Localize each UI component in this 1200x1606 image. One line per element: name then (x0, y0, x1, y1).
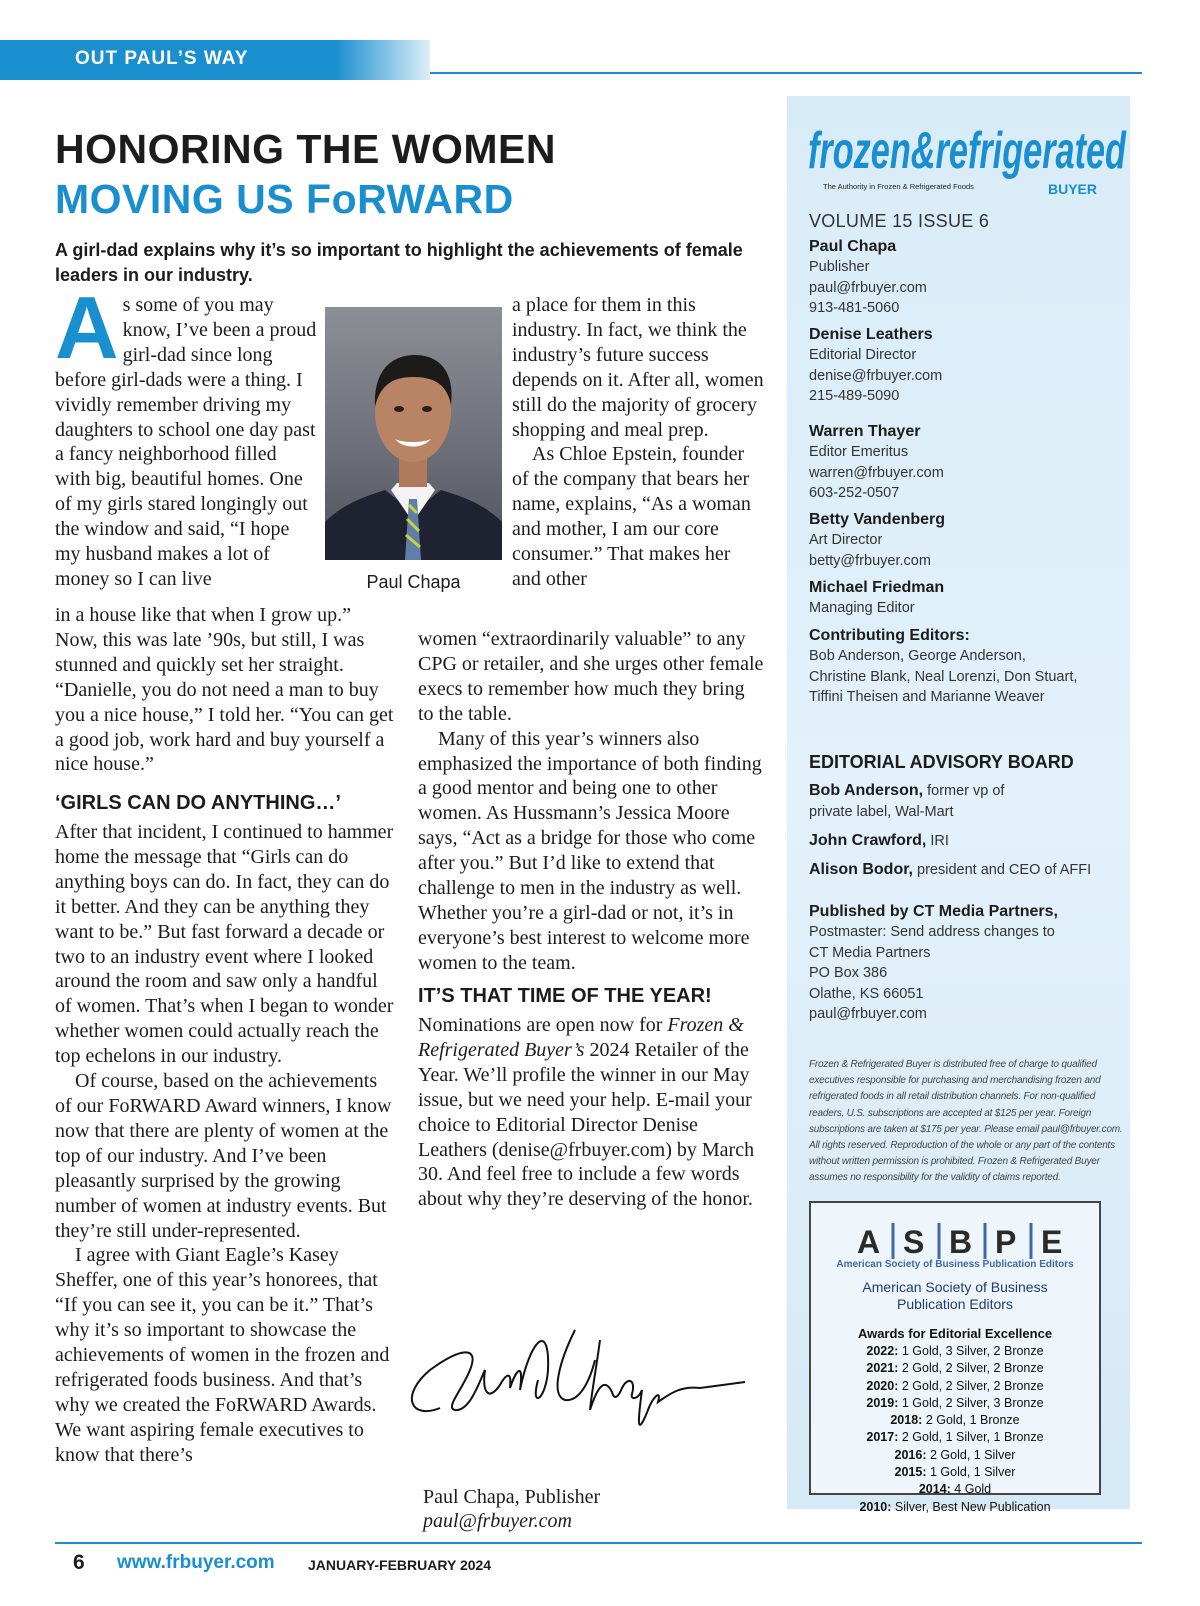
staff-entry (809, 324, 942, 407)
paragraph: Nominations are open now for Frozen & Refrigerated Buyer’s 2024 Retailer of the Year. We’ll profile the winner in our May issue, but we need your help. E-mail your choice to Editorial Director Denise Leathers (denise@frbuyer.com) by March 30. And feel free to include a few words about why they’re deserving of the honor. (418, 1014, 755, 1211)
header-rule (430, 72, 1142, 74)
staff-detail[interactable]: betty@frbuyer.com (809, 552, 931, 569)
author-photo (325, 307, 502, 560)
publisher-detail[interactable]: paul@frbuyer.com (809, 1006, 927, 1022)
asbpe-letter: B (949, 1224, 973, 1260)
headline-line-2: MOVING US FoRWARD (55, 176, 514, 222)
award-row: 2020: 2 Gold, 2 Silver, 2 Bronze (866, 1378, 1044, 1393)
awards-title: Awards for Editorial Excellence (857, 1326, 1053, 1341)
issue-date: JANUARY-FEBRUARY 2024 (308, 1557, 492, 1573)
asbpe-letter: P (995, 1224, 1017, 1260)
staff-detail: 603-252-0507 (809, 485, 900, 501)
photo-caption: Paul Chapa (366, 572, 461, 592)
staff-entry (809, 236, 927, 319)
publisher-detail: CT Media Partners (809, 944, 931, 961)
paragraph: women “extraordinarily valuable” to any CPG or retailer, and she urges other female execs to remember how much they bring to the table. (418, 628, 764, 725)
paragraph: I agree with Giant Eagle’s Kasey Sheffer, one of this year’s honorees, that “If you can see it, you can be it.” That’s why it’s so important to showcase the achievements of women in the frozen and refrigerated foods business. And that’s why we created the FoRWARD Awards. We want aspiring female executives to know that there’s (55, 1244, 390, 1466)
award-row: 2018: 2 Gold, 1 Bronze (890, 1413, 1020, 1428)
staff-detail: 215-489-5090 (809, 388, 900, 404)
award-row: 2014: 4 Gold (918, 1482, 992, 1497)
board-member (809, 780, 1004, 823)
board-member-title: private label, Wal-Mart (809, 804, 954, 820)
column-2-top (512, 293, 764, 592)
award-row: 2021: 2 Gold, 2 Silver, 2 Bronze (866, 1361, 1044, 1376)
staff-detail: Editorial Director (809, 347, 917, 363)
section-band (0, 40, 430, 80)
board-member (809, 830, 949, 852)
staff-name: Denise Leathers (809, 326, 933, 343)
staff-detail: Christine Blank, Neal Lorenzi, Don Stuart, (809, 668, 1078, 685)
award-row: 2015: 1 Gold, 1 Silver (894, 1465, 1016, 1480)
asbpe-name: American Society of Business Publication Editors (862, 1279, 1048, 1312)
column-1-lead (55, 278, 317, 592)
asbpe-logo-subtitle: American Society of Business Publication Editors (836, 1259, 1074, 1270)
award-row: 2016: 2 Gold, 1 Silver (894, 1447, 1016, 1462)
board-member-title: IRI (926, 833, 949, 849)
staff-detail[interactable]: paul@frbuyer.com (809, 279, 927, 296)
paragraph: Of course, based on the achievements of our FoRWARD Award winners, I know now that there are plenty of women at the top of our industry. And I’ve been pleasantly surprised by the growing number of women at industry events. But they’re still under-represented. (55, 1070, 392, 1242)
board-member-title: president and CEO of AFFI (913, 862, 1092, 878)
staff-detail[interactable]: warren@frbuyer.com (809, 464, 944, 481)
publisher-name: Published by CT Media Partners, (809, 903, 1058, 920)
column-2-section-2 (418, 1013, 764, 1212)
legal-notice: Frozen & Refrigerated Buyer is distributed free of charge to qualified executives responsible for purchasing and merchandising frozen and refrigerated foods in all retail distribution channels. For non-qualified readers, U.S. subscriptions are accepted at $125 per year. Foreign subscriptions are taken at $175 per year. Please email paul@frbuyer.com. All rights reserved. Reproduction of the whole or any part of the contents without written permission is prohibited. Frozen & Refrigerated Buyer assumes no responsibility for the validity of claims reported. (809, 1059, 1123, 1184)
staff-detail: Managing Editor (809, 600, 915, 616)
staff-name: Warren Thayer (809, 423, 921, 440)
subhead-girls-can-do-anything: ‘GIRLS CAN DO ANYTHING…’ (55, 792, 341, 814)
volume-issue: VOLUME 15 ISSUE 6 (809, 211, 990, 231)
asbpe-letter: E (1041, 1224, 1063, 1260)
asbpe-logo (843, 1221, 1073, 1261)
headline-line-1: HONORING THE WOMEN (55, 126, 556, 172)
staff-entry (809, 509, 945, 571)
staff-entry (809, 577, 944, 619)
staff-detail: Editor Emeritus (809, 444, 909, 460)
lead-paragraph: s some of you may know, I’ve been a proud girl-dad since long before girl-dads were a thing. I vividly remember driving my daughters to school one day past a fancy neighborhood filled with big, beautiful homes. One of my girls stared longingly out the window and said, “I hope my husband makes a lot of money so I can live (55, 294, 317, 590)
paragraph: After that incident, I continued to hammer home the message that “Girls can do anything boys can do. In fact, they can do it better. And they can be anything they want to be.” But fast forward a decade or two to an industry event where I looked around the room and saw only a handful of women. That’s when I began to wonder whether women could actually reach the top echelons in our industry. (55, 821, 394, 1068)
board-member-name: John Crawford, (809, 832, 927, 849)
column-1-section-2 (55, 820, 397, 1468)
footer-rule (55, 1542, 1142, 1544)
paragraph: As Chloe Epstein, founder of the company that bears her name, explains, “As a woman and mother, I am our core consumer.” That makes her and other (512, 443, 751, 590)
staff-detail[interactable]: denise@frbuyer.com (809, 367, 943, 384)
svg-text:BUYER: BUYER (1048, 181, 1098, 197)
svg-text:The Authority in Frozen & Refr: The Authority in Frozen & Refrigerated Foods (823, 182, 974, 191)
footer-url[interactable]: www.frbuyer.com (117, 1552, 275, 1573)
awards-list (811, 1343, 1099, 1516)
signoff-name: Paul Chapa, Publisher (423, 1486, 601, 1508)
column-1-continued (55, 603, 397, 777)
publisher-detail: PO Box 386 (809, 965, 888, 981)
signoff-email[interactable]: paul@frbuyer.com (423, 1510, 572, 1532)
publisher-block (809, 901, 1058, 1025)
award-row: 2010: Silver, Best New Publication (859, 1499, 1051, 1514)
staff-name: Betty Vandenberg (809, 511, 946, 528)
staff-name: Michael Friedman (809, 579, 945, 596)
board-member-title: former vp of (923, 783, 1005, 799)
staff-detail: Bob Anderson, George Anderson, (809, 648, 1026, 664)
staff-entry (809, 421, 944, 504)
staff-detail: 913-481-5060 (809, 300, 900, 316)
board-member-name: Alison Bodor, (809, 861, 913, 878)
asbpe-letter: S (903, 1224, 925, 1260)
staff-name: Paul Chapa (809, 238, 897, 255)
publisher-detail: Postmaster: Send address changes to (809, 924, 1055, 940)
article-headline (55, 124, 556, 224)
award-row: 2022: 1 Gold, 3 Silver, 2 Bronze (866, 1344, 1044, 1358)
column-2-continued (418, 627, 764, 976)
award-row: 2017: 2 Gold, 1 Silver, 1 Bronze (866, 1430, 1044, 1445)
staff-name: Contributing Editors: (809, 627, 970, 644)
paragraph: a place for them in this industry. In fact, we think the industry’s future success depends on it. After all, women still do the majority of grocery shopping and meal prep. (512, 294, 764, 441)
subhead-time-of-year: IT’S THAT TIME OF THE YEAR! (418, 985, 712, 1007)
svg-text:frozen&refrigerated: frozen&refrigerated (808, 122, 1127, 180)
signature-image (400, 1300, 760, 1445)
article-deck: A girl-dad explains why it’s so important to highlight the achievements of female leaders in our industry. (55, 240, 743, 285)
page-number: 6 (73, 1551, 85, 1574)
board-member-name: Bob Anderson, (809, 782, 924, 799)
paragraph: in a house like that when I grow up.” Now, this was late ’90s, but still, I was stunned and quickly set her straight. “Danielle, you do not need a man to buy you a nice house,” I told her. “You can get a good job, work hard and buy yourself a nice house.” (55, 604, 394, 776)
editorial-board-heading: EDITORIAL ADVISORY BOARD (809, 752, 1074, 772)
staff-detail: Publisher (809, 259, 870, 275)
award-row: 2019: 1 Gold, 2 Silver, 3 Bronze (866, 1395, 1044, 1410)
asbpe-awards-box (809, 1201, 1101, 1514)
paragraph: Many of this year’s winners also emphasized the importance of both finding a good mentor and being one to other women. As Hussmann’s Jessica Moore says, “Act as a bridge for those who come after you.” But I’d like to extend that challenge to men in the industry as well. Whether you’re a girl-dad or not, it’s in everyone’s best interest to welcome more women to the team. (418, 727, 762, 974)
publisher-detail: Olathe, KS 66051 (809, 985, 924, 1002)
staff-entry (809, 625, 1077, 708)
asbpe-letter: A (857, 1224, 881, 1260)
signoff (423, 1485, 600, 1533)
board-member (809, 859, 1091, 881)
section-label: OUT PAUL’S WAY (75, 48, 249, 69)
staff-detail: Art Director (809, 532, 883, 548)
frozen-refrigerated-buyer-logo (808, 118, 1128, 200)
drop-cap: A (55, 278, 119, 377)
staff-detail: Tiffini Theisen and Marianne Weaver (809, 689, 1045, 705)
